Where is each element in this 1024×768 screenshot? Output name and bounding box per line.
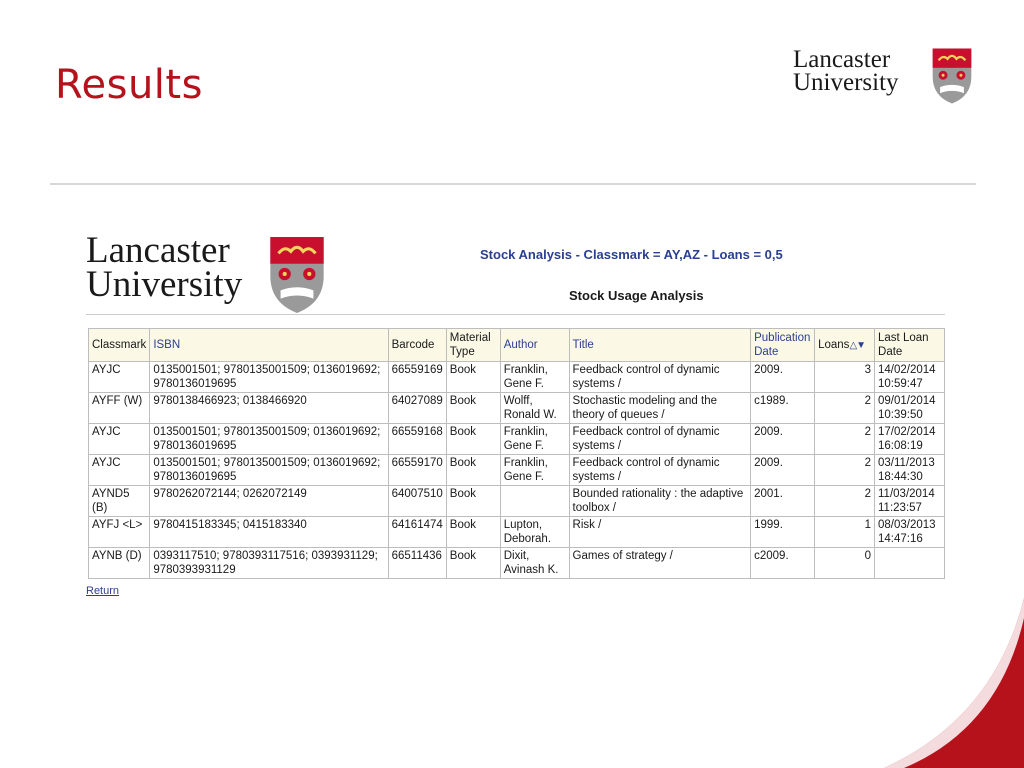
table-row bbox=[89, 362, 945, 393]
cell-author: Franklin, Gene F. bbox=[500, 424, 569, 455]
cell-loans: 1 bbox=[815, 517, 875, 548]
logo-line-1: Lancaster bbox=[793, 46, 891, 73]
return-link[interactable]: Return bbox=[86, 585, 120, 597]
cell-title: Feedback control of dynamic systems / bbox=[569, 362, 751, 393]
cell-publication-date: 2009. bbox=[751, 362, 815, 393]
cell-classmark: AYFJ <L> bbox=[89, 517, 150, 548]
table-row bbox=[89, 455, 945, 486]
cell-author: Lupton, Deborah. bbox=[500, 517, 569, 548]
sort-arrows-icon[interactable]: △▼ bbox=[849, 339, 866, 351]
report-logo bbox=[86, 230, 336, 316]
cell-isbn: 0135001501; 9780135001509; 0136019692; 9780136019695 bbox=[150, 362, 388, 393]
cell-last-loan-date: 09/01/2014 10:39:50 bbox=[875, 393, 945, 424]
col-header-author[interactable]: Author bbox=[500, 329, 569, 362]
cell-publication-date: 2001. bbox=[751, 486, 815, 517]
cell-title: Feedback control of dynamic systems / bbox=[569, 455, 751, 486]
cell-last-loan-date: 03/11/2013 18:44:30 bbox=[875, 455, 945, 486]
cell-classmark: AYJC bbox=[89, 362, 150, 393]
report-logo-line-1: Lancaster bbox=[86, 230, 230, 271]
cell-material-type: Book bbox=[446, 424, 500, 455]
report-logo-line-2: University bbox=[86, 264, 243, 306]
cell-material-type: Book bbox=[446, 455, 500, 486]
logo-wordmark bbox=[793, 48, 899, 94]
col-header-title[interactable]: Title bbox=[569, 329, 751, 362]
table-row bbox=[89, 548, 945, 579]
logo-line-2: University bbox=[793, 69, 899, 96]
col-header-barcode[interactable]: Barcode bbox=[388, 329, 446, 362]
cell-author: Wolff, Ronald W. bbox=[500, 393, 569, 424]
cell-author: Franklin, Gene F. bbox=[500, 362, 569, 393]
crest-icon bbox=[929, 47, 975, 105]
cell-loans: 2 bbox=[815, 393, 875, 424]
cell-barcode: 66559170 bbox=[388, 455, 446, 486]
cell-material-type: Book bbox=[446, 548, 500, 579]
cell-loans: 2 bbox=[815, 455, 875, 486]
col-header-loans[interactable] bbox=[815, 329, 875, 362]
report-title: Stock Analysis - Classmark = AY,AZ - Loans = 0,5 bbox=[480, 247, 783, 262]
slide-title: Results bbox=[55, 62, 203, 108]
cell-material-type: Book bbox=[446, 362, 500, 393]
cell-material-type: Book bbox=[446, 393, 500, 424]
cell-loans: 3 bbox=[815, 362, 875, 393]
cell-classmark: AYND5 (B) bbox=[89, 486, 150, 517]
cell-publication-date: c1989. bbox=[751, 393, 815, 424]
cell-title: Risk / bbox=[569, 517, 751, 548]
cell-publication-date: 2009. bbox=[751, 424, 815, 455]
cell-last-loan-date bbox=[875, 548, 945, 579]
table-row bbox=[89, 424, 945, 455]
cell-isbn: 9780262072144; 0262072149 bbox=[150, 486, 388, 517]
cell-loans: 2 bbox=[815, 424, 875, 455]
cell-material-type: Book bbox=[446, 517, 500, 548]
table-row bbox=[89, 393, 945, 424]
col-header-last-loan-date[interactable]: Last Loan Date bbox=[875, 329, 945, 362]
cell-isbn: 9780138466923; 0138466920 bbox=[150, 393, 388, 424]
title-divider bbox=[50, 183, 976, 185]
cell-classmark: AYJC bbox=[89, 455, 150, 486]
cell-publication-date: 2009. bbox=[751, 455, 815, 486]
col-header-loans-label: Loans bbox=[818, 338, 850, 351]
cell-title: Bounded rationality : the adaptive toolbox / bbox=[569, 486, 751, 517]
table-row bbox=[89, 517, 945, 548]
cell-barcode: 66559168 bbox=[388, 424, 446, 455]
cell-author: Franklin, Gene F. bbox=[500, 455, 569, 486]
cell-publication-date: 1999. bbox=[751, 517, 815, 548]
cell-barcode: 64027089 bbox=[388, 393, 446, 424]
cell-author bbox=[500, 486, 569, 517]
cell-publication-date: c2009. bbox=[751, 548, 815, 579]
report-subtitle: Stock Usage Analysis bbox=[569, 288, 704, 303]
col-header-material-type[interactable]: Material Type bbox=[446, 329, 500, 362]
cell-classmark: AYNB (D) bbox=[89, 548, 150, 579]
report-rule bbox=[86, 314, 945, 315]
cell-classmark: AYJC bbox=[89, 424, 150, 455]
col-header-isbn[interactable]: ISBN bbox=[150, 329, 388, 362]
cell-material-type: Book bbox=[446, 486, 500, 517]
col-header-classmark[interactable]: Classmark bbox=[89, 329, 150, 362]
cell-loans: 0 bbox=[815, 548, 875, 579]
cell-last-loan-date: 08/03/2013 14:47:16 bbox=[875, 517, 945, 548]
cell-last-loan-date: 17/02/2014 16:08:19 bbox=[875, 424, 945, 455]
table-header-row bbox=[89, 329, 945, 362]
report-crest-icon bbox=[266, 235, 328, 315]
cell-classmark: AYFF (W) bbox=[89, 393, 150, 424]
corner-decoration bbox=[884, 598, 1024, 768]
results-table bbox=[88, 328, 945, 579]
report-logo-wordmark bbox=[86, 230, 243, 306]
cell-loans: 2 bbox=[815, 486, 875, 517]
cell-isbn: 0135001501; 9780135001509; 0136019692; 9780136019695 bbox=[150, 455, 388, 486]
cell-last-loan-date: 11/03/2014 11:23:57 bbox=[875, 486, 945, 517]
cell-title: Games of strategy / bbox=[569, 548, 751, 579]
lancaster-logo bbox=[793, 47, 978, 107]
cell-title: Feedback control of dynamic systems / bbox=[569, 424, 751, 455]
cell-barcode: 66559169 bbox=[388, 362, 446, 393]
table-row bbox=[89, 486, 945, 517]
cell-barcode: 64161474 bbox=[388, 517, 446, 548]
cell-isbn: 9780415183345; 0415183340 bbox=[150, 517, 388, 548]
cell-title: Stochastic modeling and the theory of queues / bbox=[569, 393, 751, 424]
cell-barcode: 66511436 bbox=[388, 548, 446, 579]
cell-barcode: 64007510 bbox=[388, 486, 446, 517]
cell-isbn: 0393117510; 9780393117516; 0393931129; 9780393931129 bbox=[150, 548, 388, 579]
col-header-publication-date[interactable]: Publication Date bbox=[751, 329, 815, 362]
cell-isbn: 0135001501; 9780135001509; 0136019692; 9780136019695 bbox=[150, 424, 388, 455]
cell-author: Dixit, Avinash K. bbox=[500, 548, 569, 579]
cell-last-loan-date: 14/02/2014 10:59:47 bbox=[875, 362, 945, 393]
